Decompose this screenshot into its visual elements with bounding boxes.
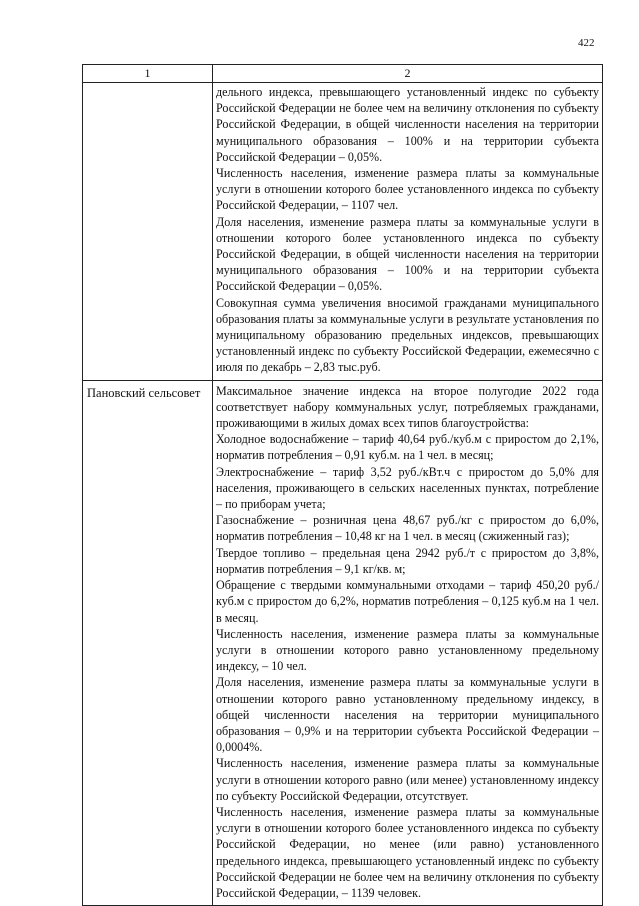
municipality-cell <box>83 83 213 381</box>
document-table <box>82 64 603 906</box>
paragraph: Численность населения, изменение размера платы за коммунальные услуги в отношении которого более установленного индекса по субъекту Российской Федерации, – 1107 чел. <box>216 166 599 213</box>
paragraph: Обращение с твердыми коммунальными отходами – тариф 450,20 руб./куб.м с приростом до 6,2%, норматив потребления – 0,125 куб.м на 1 чел. в месяц. <box>216 578 599 625</box>
paragraph: Доля населения, изменение размера платы за коммунальные услуги в отношении которого равно установленному предельному индексу, в общей численности населения на территории муниципального образования – 0,9% и на территории субъекта Российской Федерации – 0,0004%. <box>216 675 599 755</box>
column-1-header: 1 <box>83 65 213 83</box>
paragraph: Максимальное значение индекса на второе полугодие 2022 года соответствует набору коммунальных услуг, потребляемых гражданами, проживающими в жилых домах всех типов благоустройства: <box>216 383 599 431</box>
paragraph: Совокупная сумма увеличения вносимой гражданами муниципального образования платы за коммунальные услуги в результате установления по муниципальному образованию предельных индексов, превышающих установленный индекс по субъекту Российской Федерации, ежемесячно с июля по декабрь – 2,83 тыс.руб. <box>216 295 599 375</box>
municipality-cell: Пановский сельсовет <box>83 380 213 906</box>
paragraph: дельного индекса, превышающего установленный индекс по субъекту Российской Федерации не более чем на величину отклонения по субъекту Российской Федерации, в общей численности населения на территории муниципального образования – 100% и на территории субъекта Российской Федерации – 0,05%. <box>216 85 599 164</box>
paragraph: Твердое топливо – предельная цена 2942 руб./т с приростом до 3,8%, норматив потребления – 9,1 кг/кв. м; <box>216 545 599 576</box>
paragraph: Электроснабжение – тариф 3,52 руб./кВт.ч с приростом до 5,0% для населения, проживающего в сельских населенных пунктах, потребление – по приборам учета; <box>216 464 599 512</box>
column-2-header: 2 <box>213 65 603 83</box>
paragraph: Холодное водоснабжение – тариф 40,64 руб./куб.м с приростом до 2,1%, норматив потребления – 0,91 куб.м. на 1 чел. в месяц; <box>216 432 599 463</box>
table-header-row <box>83 65 603 83</box>
description-cell <box>213 380 603 906</box>
page-number: 422 <box>578 37 595 49</box>
paragraph: Численность населения, изменение размера платы за коммунальные услуги в отношении которого равно установленному предельному индексу, – 10 чел. <box>216 626 599 674</box>
paragraph: Численность населения, изменение размера платы за коммунальные услуги в отношении которого равно (или менее) установленному индексу по субъекту Российской Федерации, отсутствует. <box>216 756 599 803</box>
table-row <box>83 380 603 906</box>
table-row <box>83 83 603 381</box>
paragraph: Доля населения, изменение размера платы за коммунальные услуги в отношении которого более установленного индекса по субъекту Российской Федерации, в общей численности населения на территории муниципального образования – 100% и на территории субъекта Российской Федерации – 0,05%. <box>216 214 599 294</box>
description-cell <box>213 83 603 381</box>
paragraph: Численность населения, изменение размера платы за коммунальные услуги в отношении которого более установленного индекса по субъекту Российской Федерации, но менее (или равно) установленного предельного индекса, превышающего установленный индекс по субъекту Российской Федерации не более чем на величину отклонения по субъекту Российской Федерации, – 1139 человек. <box>216 804 599 900</box>
paragraph: Газоснабжение – розничная цена 48,67 руб./кг с приростом до 6,0%, норматив потребления – 10,48 кг на 1 чел. в месяц (сжиженный газ); <box>216 513 599 544</box>
